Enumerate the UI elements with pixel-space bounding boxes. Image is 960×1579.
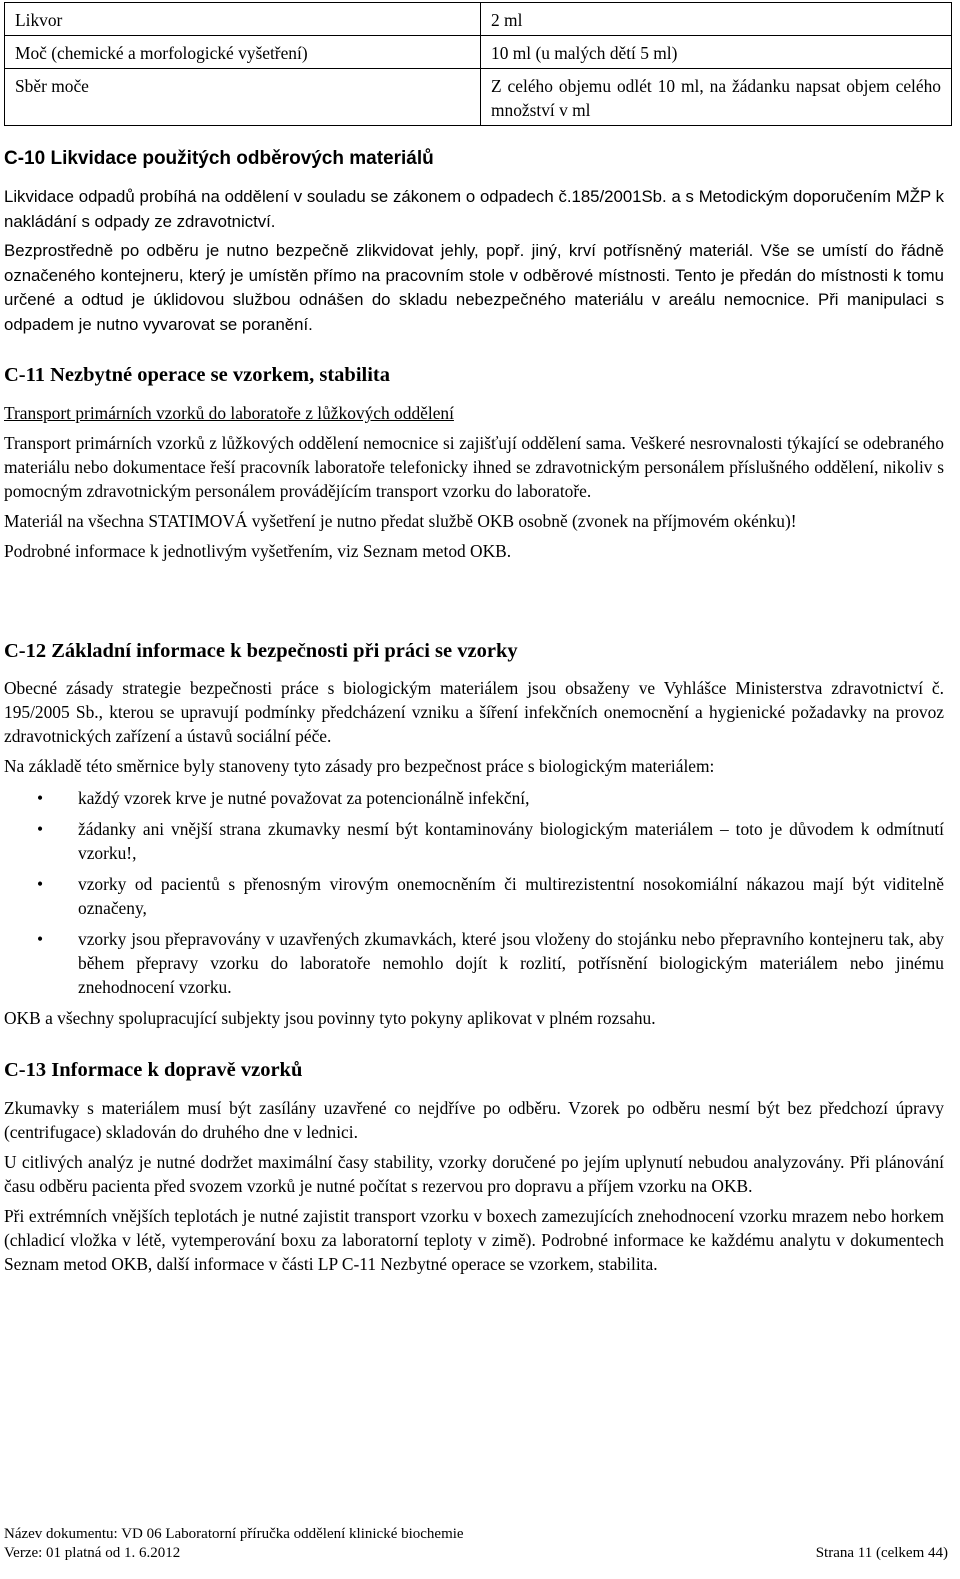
list-item (4, 927, 944, 999)
list-item-text: každý vzorek krve je nutné považovat za potencionálně infekční, (78, 788, 530, 808)
section-heading: C-10 Likvidace použitých odběrových materiálů (4, 148, 434, 169)
table-cell-label: Likvor (5, 3, 481, 36)
paragraph: OKB a všechny spolupracující subjekty jsou povinny tyto pokyny aplikovat v plném rozsahu. (4, 1008, 656, 1028)
footer-row (4, 1544, 948, 1563)
paragraph: Při extrémních vnějších teplotách je nutné zajistit transport vzorku v boxech zamezujících znehodnocení vzorku mrazem nebo horkem (chladicí vložka v létě, vytemperování boxu za laboratorní teploty v zimě). Podrobné informace ke každému analytu v dokumentech Seznam metod OKB, další informace v části LP C-11 Nezbytné operace se vzorkem, stabilita. (4, 1206, 944, 1274)
section-c10-body (4, 185, 944, 337)
section-c11-body (4, 401, 944, 563)
list-item-text: vzorky od pacientů s přenosným virovým onemocněním či multirezistentní nosokomiální nákazou mají být viditelně označeny, (78, 874, 944, 918)
paragraph: Likvidace odpadů probíhá na oddělení v souladu se zákonem o odpadech č.185/2001Sb. a s Metodickým doporučením MŽP k nakládání s odpady ze zdravotnictví. (4, 187, 944, 231)
paragraph: Podrobné informace k jednotlivým vyšetřením, viz Seznam metod OKB. (4, 541, 512, 561)
section-heading: C-13 Informace k dopravě vzorků (4, 1059, 303, 1081)
list-item-text: žádanky ani vnější strana zkumavky nesmí být kontaminovány biologickým materiálem – toto je důvodem k odmítnutí vzorku!, (78, 819, 944, 863)
section-c12-body (4, 676, 944, 1030)
table-cell-label: Sběr moče (5, 69, 481, 126)
section-heading: C-12 Základní informace k bezpečnosti při práci se vzorky (4, 640, 518, 662)
paragraph: Materiál na všechna STATIMOVÁ vyšetření je nutno předat službě OKB osobně (zvonek na příjmovém okénku)! (4, 511, 797, 531)
page-footer (4, 1525, 948, 1563)
table-cell-label: Moč (chemické a morfologické vyšetření) (5, 36, 481, 69)
section-c10 (4, 146, 944, 172)
safety-rules-list (4, 786, 944, 999)
section-heading: C-11 Nezbytné operace se vzorkem, stabilita (4, 364, 390, 386)
section-c13-body (4, 1096, 944, 1276)
table-row (5, 3, 952, 36)
paragraph: Zkumavky s materiálem musí být zasílány uzavřené co nejdříve po odběru. Vzorek po odběru nesmí být bez předchozí úpravy (centrifugace) skladován do druhého dne v lednici. (4, 1098, 944, 1142)
bullet-icon: • (37, 929, 44, 949)
footer-version: Verze: 01 platná od 1. 6.2012 (4, 1545, 181, 1561)
list-item (4, 872, 944, 920)
section-c13 (4, 1057, 944, 1083)
subheading: Transport primárních vzorků do laboratoře z lůžkových oddělení (4, 403, 454, 423)
table-cell-value: 2 ml (481, 3, 952, 36)
table-row (5, 36, 952, 69)
sample-volume-table (4, 2, 952, 126)
list-item-text: vzorky jsou přepravovány v uzavřených zkumavkách, které jsou vloženy do stojánku nebo přepravního kontejneru tak, aby během přepravy vzorku do laboratoře nemohlo dojít k rozlití, potřísnění biologickým materiálem nebo jinému znehodnocení vzorku. (78, 929, 944, 997)
table-cell-value: 10 ml (u malých dětí 5 ml) (481, 36, 952, 69)
section-c12 (4, 638, 944, 664)
footer-page-number: Strana 11 (celkem 44) (815, 1545, 948, 1561)
bullet-icon: • (37, 788, 44, 808)
bullet-icon: • (37, 874, 44, 894)
section-c11 (4, 362, 944, 388)
list-item (4, 786, 944, 810)
paragraph: Na základě této směrnice byly stanoveny tyto zásady pro bezpečnost práce s biologickým materiálem: (4, 756, 715, 776)
footer-document-name: Název dokumentu: VD 06 Laboratorní příručka oddělení klinické biochemie (4, 1526, 464, 1542)
paragraph: U citlivých analýz je nutné dodržet maximální časy stability, vzorky doručené po jejím uplynutí nebudou analyzovány. Při plánování času odběru pacienta před svozem vzorků je nutné počítat s rezervou pro dopravu a příjem vzorku na OKB. (4, 1152, 944, 1196)
bullet-icon: • (37, 819, 44, 839)
table-row (5, 69, 952, 126)
list-item (4, 817, 944, 865)
table-cell-value: Z celého objemu odlét 10 ml, na žádanku napsat objem celého množství v ml (481, 69, 952, 126)
paragraph: Transport primárních vzorků z lůžkových oddělení nemocnice si zajišťují oddělení sama. Veškeré nesrovnalosti týkající se odebraného materiálu nebo dokumentace řeší pracovník laboratoře telefonicky ihned se zdravotnickým personálem příslušného oddělení, nikoliv s pomocným zdravotnickým personálem provádějícím transport vzorku do laboratoře. (4, 433, 944, 501)
paragraph: Bezprostředně po odběru je nutno bezpečně zlikvidovat jehly, popř. jiný, krví potřísněný materiál. Vše se umístí do řádně označeného kontejneru, který je umístěn přímo na pracovním stole v odběrové místnosti. Tento je předán do místnosti k tomu určené a odtud je úklidovou službou odnášen do skladu nebezpečného materiálu v areálu nemocnice. Při manipulaci s odpadem je nutno vyvarovat se poranění. (4, 241, 944, 334)
paragraph: Obecné zásady strategie bezpečnosti práce s biologickým materiálem jsou obsaženy ve Vyhlášce Ministerstva zdravotnictví č. 195/2005 Sb., kterou se upravují podmínky předcházení vzniku a šíření infekčních onemocnění a hygienické požadavky na provoz zdravotnických zařízení a ústavů sociální péče. (4, 678, 944, 746)
